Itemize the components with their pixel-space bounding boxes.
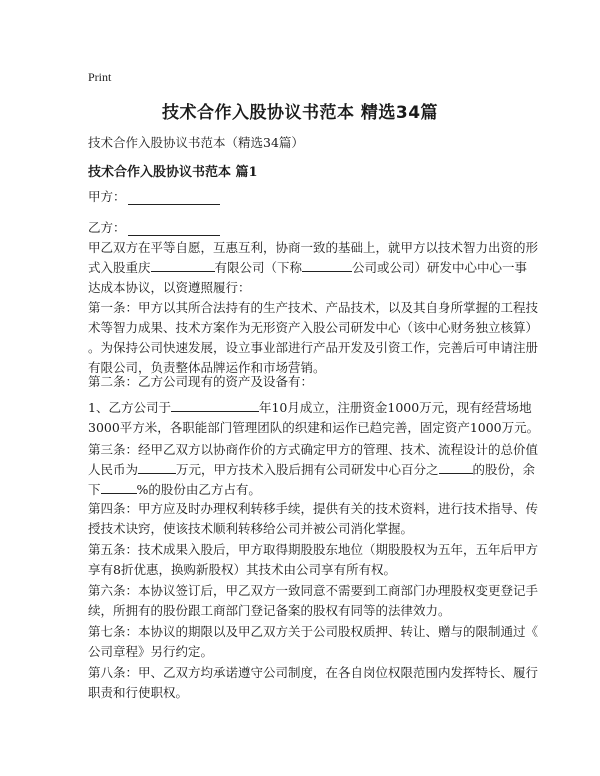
article-4-line-1: 第四条：甲方应及时办理权利转移手续，提供有关的技术资料，进行技术指导、传 [88,501,539,516]
item-1-line-1 [88,398,532,418]
item-1-line-1-part-1: 1、乙方公司于 [88,400,171,415]
article-8 [88,663,539,703]
article-2-line-1: 第二条：乙方公司现有的资产及设备有： [88,374,314,389]
article-1-line-3: 。为保持公司快速发展，设立事业部进行产品开发及引资工作，完善后可申请注册 [88,340,539,355]
founding-year-blank [171,398,259,412]
article-1-line-2: 术等智力成果、技术方案作为无形资产入股公司研发中心（该中心财务独立核算） [88,320,539,335]
document-title: 技术合作入股协议书范本 精选34篇 [161,103,439,123]
intro-line-3: 达成本协议，以资遵照履行： [88,280,251,295]
article-3-line-2-part-3: 的股份，余 [472,462,536,477]
article-3-line-1: 第三条：经甲乙双方以协商作价的方式确定甲方的管理、技术、流程设计的总价值 [88,442,539,457]
article-3-line-3-part-1: 下 [88,482,101,497]
article-1-line-1: 第一条：甲方以其所合法持有的生产技术、产品技术，以及其自身所掌握的工程技 [88,300,539,315]
item-1-line-1-part-2: 年10月成立，注册资金1000万元，现有经营场地 [258,400,532,415]
intro-line-2 [88,258,528,278]
article-6-line-1: 第六条：本协议签订后，甲乙双方一致同意不需要到工商部门办理股权变更登记手 [88,583,539,598]
article-7-line-1: 第七条：本协议的期限以及甲乙双方关于公司股权质押、转让、赠与的限制通过《 [88,624,539,639]
article-3-line-2-part-2: 万元，甲方技术入股后拥有公司研发中心百分之 [176,462,439,477]
party-b-label: 乙方： [88,220,126,235]
article-1-line-4: 有限公司，负责整体品牌运作和市场营销。 [88,360,326,375]
article-3-line-2 [88,460,536,480]
article-3-line-3-part-2: %的股份由乙方占有。 [136,482,261,497]
article-3-line-2-part-1: 人民币为 [88,462,139,477]
section-title: 技术合作入股协议书范本 篇1 [88,165,258,180]
article-1 [88,298,539,378]
article-2 [88,372,518,392]
party-a-label: 甲方： [88,189,126,204]
party-a-blank [128,190,220,205]
article-7-line-2: 公司章程》另行约定。 [88,644,214,659]
value-amount-blank [138,460,176,474]
party-b-blank [128,221,220,236]
article-8-line-2: 职责和行使职权。 [88,685,189,700]
intro-line-2-part-1: 式入股重庆 [88,260,151,275]
article-5-line-1: 第五条：技术成果入股后，甲方取得期股股东地位（期股股权为五年，五年后甲方 [88,542,539,557]
company-name-blank [151,258,215,272]
intro-paragraph [88,238,539,298]
article-7 [88,622,539,662]
article-8-line-1: 第八条：甲、乙双方均承诺遵守公司制度，在各自岗位权限范围内发挥特长、履行 [88,665,539,680]
item-1-line-2: 3000平方米，各职能部门管理团队的织建和运作已趋完善，固定资产1000万元。 [88,420,540,435]
article-4 [88,499,539,539]
article-5-line-2: 享有8折优惠，换购新股权）其技术由公司享有所有权。 [88,562,396,577]
intro-line-2-part-2: 有限公司（下称 [214,260,303,275]
document-subtitle: 技术合作入股协议书范本（精选34篇） [88,135,304,150]
party-a-share-blank [439,460,473,474]
item-1 [88,398,540,438]
article-6 [88,581,539,621]
company-short-blank [302,258,352,272]
print-link[interactable]: Print [88,70,112,84]
article-3 [88,440,539,500]
party-b-field [88,218,220,236]
party-a-field [88,187,220,205]
article-4-line-2: 授技术诀窍，使该技术顺利转移给公司并被公司消化掌握。 [88,521,414,536]
intro-line-1: 甲乙双方在平等自愿，互惠互利，协商一致的基础上，就甲方以技术智力出资的形 [88,240,539,255]
article-3-line-3 [88,480,518,500]
article-6-line-2: 续，所拥有的股份跟工商部门登记备案的股权有同等的法律效力。 [88,603,451,618]
article-5 [88,540,539,580]
intro-line-2-part-3: 公司或公司）研发中心中心一事 [352,260,528,275]
party-b-share-blank [101,480,137,494]
